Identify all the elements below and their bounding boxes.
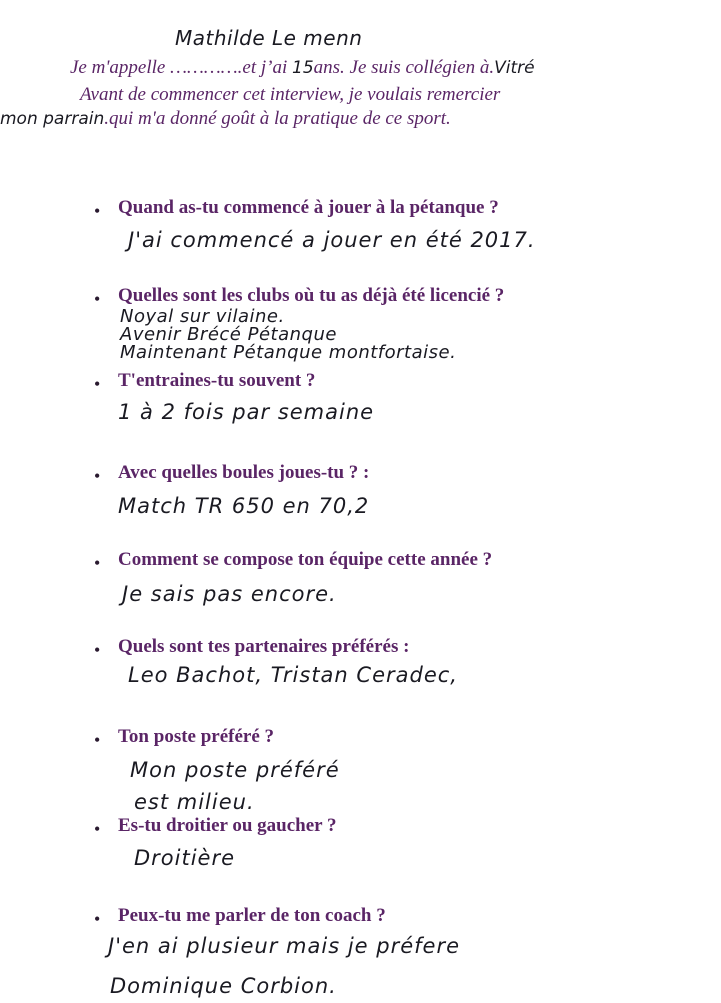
intro-text-end: .qui m'a donné goût à la pratique de ce sport. <box>104 108 451 129</box>
question-7: Ton poste préféré ? <box>118 726 275 747</box>
answer-6-line-1: Leo Bachot, Tristan Ceradec, <box>128 663 458 687</box>
question-3: T'entraines-tu souvent ? <box>118 370 316 391</box>
handwritten-city: Vitré <box>494 58 535 78</box>
answer-7-line-1: Mon poste préféré <box>130 758 340 782</box>
bullet-q1: • <box>94 201 101 221</box>
bullet-q3: • <box>94 374 101 394</box>
intro-line-2: Avant de commencer cet interview, je voulais remercier <box>80 84 501 105</box>
intro-line-1 <box>70 57 535 79</box>
question-5: Comment se compose ton équipe cette année ? <box>118 549 493 570</box>
answer-2-line-1: Noyal sur vilaine. <box>120 306 285 327</box>
answer-7-line-2: est milieu. <box>134 790 255 814</box>
bullet-q2: • <box>94 289 101 309</box>
question-4: Avec quelles boules joues-tu ? : <box>118 462 370 483</box>
handwritten-age: 15 <box>292 58 314 78</box>
answer-8-line-1: Droitière <box>134 846 236 870</box>
intro-text-mid: ans. Je suis collégien à. <box>313 57 495 78</box>
bullet-q8: • <box>94 819 101 839</box>
answer-2-line-3: Maintenant Pétanque montfortaise. <box>120 342 457 363</box>
handwritten-parrain: mon parrain <box>0 109 105 129</box>
bullet-q7: • <box>94 730 101 750</box>
answer-9-line-1: J'en ai plusieur mais je préfere <box>108 934 460 958</box>
answer-3-line-1: 1 à 2 fois par semaine <box>118 400 375 424</box>
intro-line-3 <box>0 108 451 130</box>
question-1: Quand as-tu commencé à jouer à la pétanque ? <box>118 197 499 218</box>
answer-1-line-1: J'ai commencé a jouer en été 2017. <box>128 228 536 252</box>
answer-5-line-1: Je sais pas encore. <box>122 582 337 606</box>
question-9: Peux-tu me parler de ton coach ? <box>118 905 386 926</box>
bullet-q5: • <box>94 553 101 573</box>
bullet-q4: • <box>94 466 101 486</box>
answer-2-line-2: Avenir Brécé Pétanque <box>120 324 337 345</box>
question-2: Quelles sont les clubs où tu as déjà été licencié ? <box>118 285 505 306</box>
question-6: Quels sont tes partenaires préférés : <box>118 636 410 657</box>
handwritten-name: Mathilde Le menn <box>175 26 363 50</box>
bullet-q9: • <box>94 909 101 929</box>
intro-text-before-age: Je m'appelle ………….et j’ai <box>70 57 292 78</box>
bullet-q6: • <box>94 640 101 660</box>
question-8: Es-tu droitier ou gaucher ? <box>118 815 337 836</box>
answer-9-line-2: Dominique Corbion. <box>110 974 337 998</box>
answer-4-line-1: Match TR 650 en 70,2 <box>118 494 370 518</box>
